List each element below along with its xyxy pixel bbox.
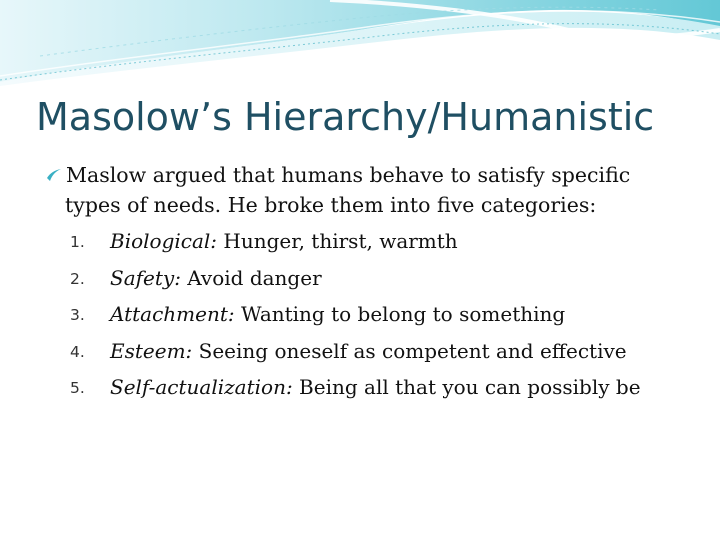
bullet-line-1 — [44, 160, 694, 190]
list-term: Safety: — [110, 265, 181, 290]
list-item — [70, 336, 710, 373]
list-description: Hunger, thirst, warmth — [217, 229, 458, 253]
list-number: 3. — [70, 306, 85, 324]
list-description: Avoid danger — [180, 265, 322, 290]
slide-title: Masolow’s Hierarchy/Humanistic — [36, 95, 655, 139]
list-term: Attachment: — [110, 302, 235, 326]
list-number: 1. — [70, 233, 85, 251]
swoosh-bullet-icon — [44, 165, 64, 185]
bullet-text-line-1: Maslow argued that humans behave to satisfy specific — [66, 163, 631, 187]
needs-list — [70, 226, 710, 409]
bullet-paragraph — [44, 160, 694, 220]
bullet-line-2: types of needs. He broke them into five categories: — [65, 193, 597, 217]
list-item — [70, 226, 710, 263]
list-term: Esteem: — [110, 338, 193, 363]
list-term: Self-actualization: — [110, 375, 293, 399]
list-item — [70, 299, 710, 336]
list-item — [70, 263, 710, 300]
decorative-wave-banner — [0, 0, 720, 90]
list-description: Seeing oneself as competent and effective — [192, 338, 627, 363]
list-number: 2. — [70, 269, 85, 288]
list-number: 5. — [70, 379, 85, 397]
list-description: Being all that you can possibly be — [292, 375, 641, 399]
list-item — [70, 372, 710, 409]
list-number: 4. — [70, 342, 85, 361]
list-description: Wanting to belong to something — [234, 302, 566, 326]
list-term: Biological: — [110, 229, 218, 253]
